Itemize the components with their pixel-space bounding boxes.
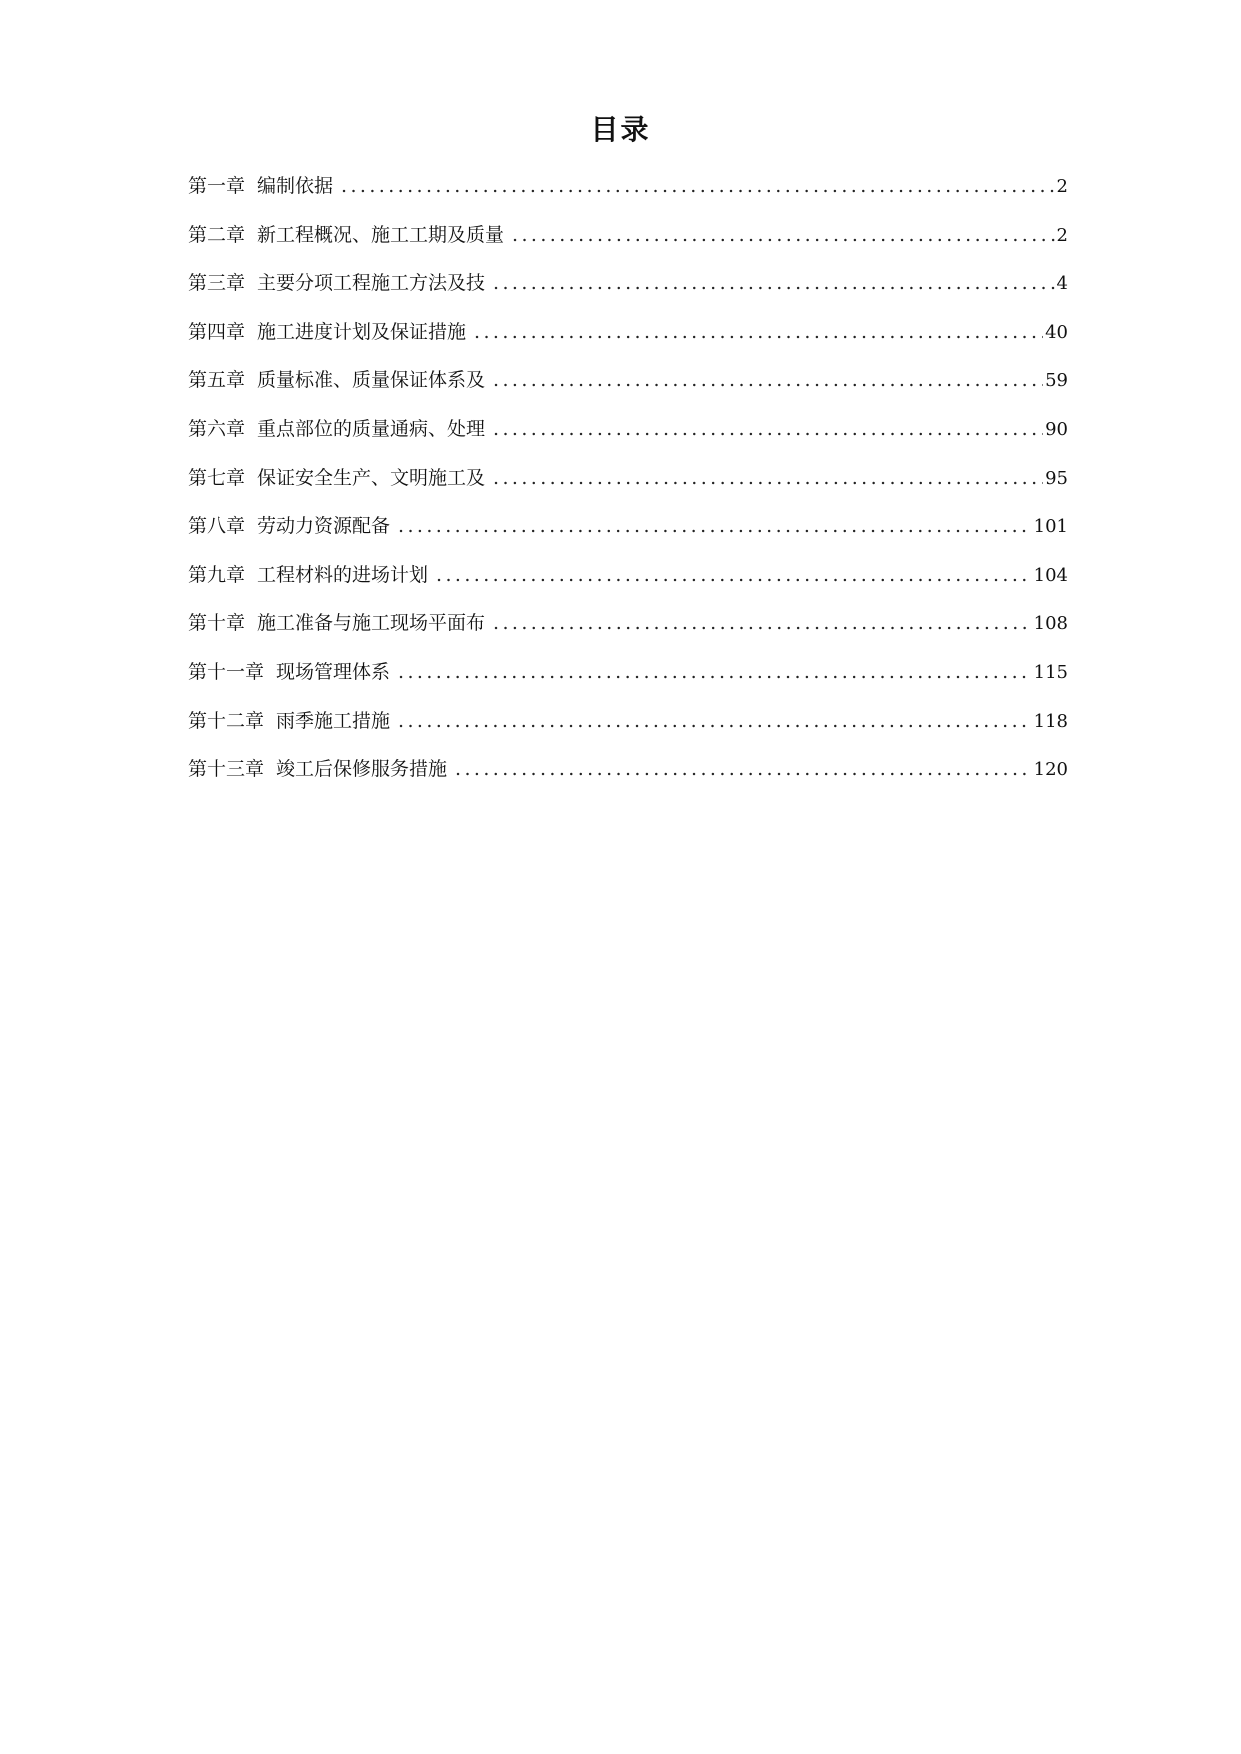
toc-entry[interactable] [188, 702, 1068, 751]
toc-page-number: 40 [1045, 321, 1068, 343]
toc-chapter-title: 雨季施工措施 [276, 709, 391, 732]
toc-dot-leader [512, 216, 1055, 254]
toc-page-number: 4 [1056, 273, 1068, 295]
toc-chapter-number: 第十章 [188, 612, 246, 635]
toc-chapter-number: 第五章 [188, 369, 246, 392]
toc-entry[interactable] [188, 653, 1068, 702]
toc-entry[interactable] [188, 507, 1068, 556]
toc-dot-leader [341, 167, 1055, 205]
toc-chapter-number: 第二章 [188, 223, 246, 246]
toc-page-number: 115 [1033, 661, 1068, 683]
toc-chapter-title: 施工准备与施工现场平面布 [257, 612, 486, 635]
toc-chapter-number: 第三章 [188, 272, 246, 295]
toc-page-number: 59 [1045, 370, 1068, 392]
toc-chapter-title: 主要分项工程施工方法及技 [257, 272, 486, 295]
toc-chapter-number: 第九章 [188, 563, 246, 586]
toc-entry[interactable] [188, 264, 1068, 313]
toc-chapter-title: 工程材料的进场计划 [257, 563, 429, 586]
toc-dot-leader [493, 264, 1055, 302]
toc-dot-leader [398, 653, 1032, 691]
toc-entry[interactable] [188, 313, 1068, 362]
toc-chapter-title: 现场管理体系 [276, 660, 391, 683]
toc-chapter-title: 新工程概况、施工工期及质量 [257, 223, 505, 246]
toc-chapter-number: 第十三章 [188, 758, 265, 781]
toc-page-number: 2 [1056, 224, 1068, 246]
toc-dot-leader [493, 604, 1032, 642]
toc-page-number: 118 [1033, 710, 1068, 732]
toc-dot-leader [493, 459, 1043, 497]
toc-dot-leader [398, 702, 1032, 740]
toc-dot-leader [493, 361, 1043, 399]
toc-page-number: 108 [1033, 613, 1068, 635]
toc-dot-leader [436, 556, 1032, 594]
toc-chapter-title: 编制依据 [257, 175, 334, 197]
toc-entry[interactable] [188, 556, 1068, 605]
toc-entry[interactable] [188, 750, 1068, 799]
toc-chapter-title: 保证安全生产、文明施工及 [257, 466, 486, 489]
toc-dot-leader [455, 750, 1032, 788]
toc-chapter-number: 第十一章 [188, 660, 265, 683]
toc-page-number: 101 [1033, 516, 1068, 538]
toc-chapter-number: 第十二章 [188, 709, 265, 732]
toc-page-number: 90 [1045, 418, 1068, 440]
toc-title: 目录 [590, 113, 651, 146]
toc-chapter-title: 重点部位的质量通病、处理 [257, 417, 486, 440]
toc-chapter-number: 第六章 [188, 417, 246, 440]
toc-page-number: 104 [1033, 564, 1068, 586]
toc-entry[interactable] [188, 410, 1068, 459]
toc-entry[interactable] [188, 216, 1068, 265]
toc-page-number: 95 [1045, 467, 1068, 489]
toc-chapter-number: 第七章 [188, 466, 246, 489]
toc-chapter-title: 劳动力资源配备 [257, 515, 391, 538]
toc-page-number: 2 [1056, 176, 1068, 197]
toc-dot-leader [474, 313, 1043, 351]
toc-chapter-number: 第一章 [188, 175, 246, 197]
toc-entry[interactable] [188, 361, 1068, 410]
toc-chapter-title: 质量标准、质量保证体系及 [257, 369, 486, 392]
toc-chapter-title: 施工进度计划及保证措施 [257, 320, 467, 343]
toc-chapter-title: 竣工后保修服务措施 [276, 758, 448, 781]
toc-entry[interactable] [188, 459, 1068, 508]
toc-page-number: 120 [1033, 759, 1068, 781]
toc-dot-leader [398, 507, 1032, 545]
toc-chapter-number: 第八章 [188, 515, 246, 538]
toc-entry[interactable] [188, 167, 1068, 216]
table-of-contents [188, 167, 1068, 799]
toc-chapter-number: 第四章 [188, 320, 246, 343]
toc-dot-leader [493, 410, 1043, 448]
toc-entry[interactable] [188, 604, 1068, 653]
